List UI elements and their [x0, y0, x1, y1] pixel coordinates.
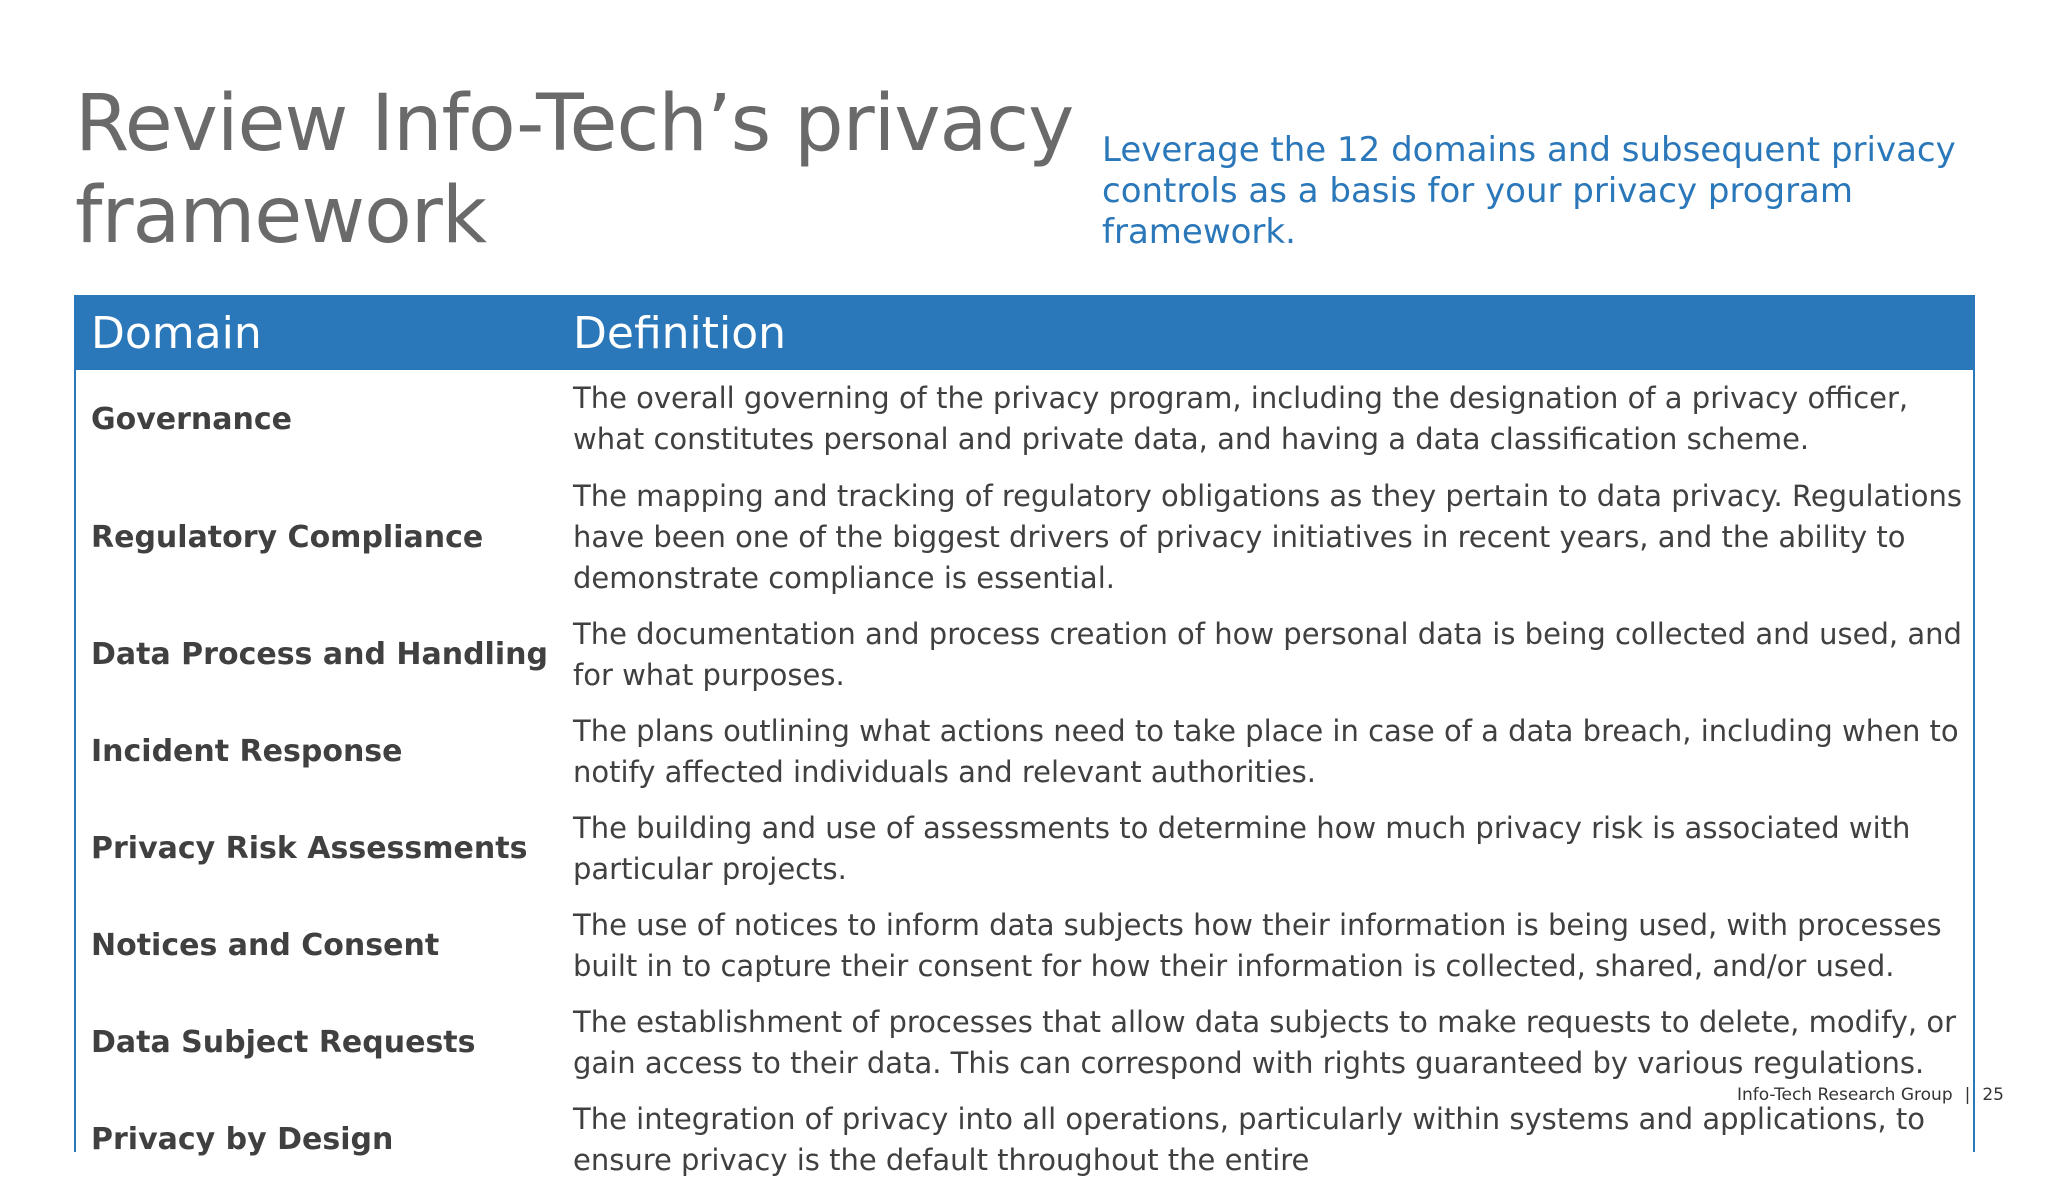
- definition-cell: The integration of privacy into all operations, particularly within systems and applications, to ensure privacy is the default throughout the entire: [573, 1101, 1925, 1177]
- table-header: [76, 297, 1973, 370]
- domain-cell: Notices and Consent: [91, 928, 440, 963]
- footer-separator: |: [1964, 1085, 1971, 1105]
- table-row: [76, 897, 1973, 994]
- domain-cell: Privacy by Design: [91, 1122, 394, 1157]
- table-row: [76, 994, 1973, 1091]
- table-row: [76, 468, 1973, 606]
- definition-cell: The documentation and process creation of how personal data is being collected and used, and for what purposes.: [573, 616, 1962, 692]
- definition-cell: The use of notices to inform data subjects how their information is being used, with processes built in to capture their consent for how their information is collected, shared, and/or used.: [573, 907, 1942, 983]
- definition-cell: The establishment of processes that allow data subjects to make requests to delete, modify, or gain access to their data. This can correspond with rights guaranteed by various regulations.: [573, 1004, 1957, 1080]
- domain-cell: Data Process and Handling: [91, 637, 548, 672]
- definition-cell: The building and use of assessments to determine how much privacy risk is associated with particular projects.: [573, 810, 1911, 886]
- header-definition: Definition: [573, 308, 787, 359]
- table-row: [76, 703, 1973, 800]
- privacy-framework-table: [74, 295, 1975, 1177]
- page-subtitle: Leverage the 12 domains and subsequent privacy controls as a basis for your privacy program framework.: [1102, 130, 1956, 252]
- domain-cell: Privacy Risk Assessments: [91, 831, 528, 866]
- definition-cell: The overall governing of the privacy program, including the designation of a privacy officer, what constitutes personal and private data, and having a data classification scheme.: [573, 381, 1909, 456]
- table-row: [76, 370, 1973, 468]
- domain-cell: Incident Response: [91, 734, 403, 769]
- definition-cell: The plans outlining what actions need to take place in case of a data breach, including when to notify affected individuals and relevant authorities.: [573, 713, 1959, 789]
- table-row: [76, 800, 1973, 897]
- definition-cell: The mapping and tracking of regulatory obligations as they pertain to data privacy. Regulations have been one of the biggest drivers of privacy initiatives in recent years, and the ability to demonstrate compliance is essential.: [573, 478, 1962, 595]
- page-number: 25: [1982, 1085, 2004, 1105]
- table-row: [76, 606, 1973, 703]
- domain-cell: Regulatory Compliance: [91, 519, 484, 555]
- slide-footer: [1737, 1085, 2004, 1105]
- footer-company: Info-Tech Research Group: [1736, 1085, 1953, 1105]
- page-title: [75, 78, 1073, 262]
- header-domain: Domain: [91, 308, 262, 359]
- domain-cell: Data Subject Requests: [91, 1025, 476, 1060]
- domain-cell: Governance: [91, 401, 293, 437]
- table-row: [76, 1091, 1973, 1188]
- page-title-line-2: framework: [75, 171, 487, 261]
- page-title-line-1: Review Info-Tech’s privacy: [75, 79, 1074, 169]
